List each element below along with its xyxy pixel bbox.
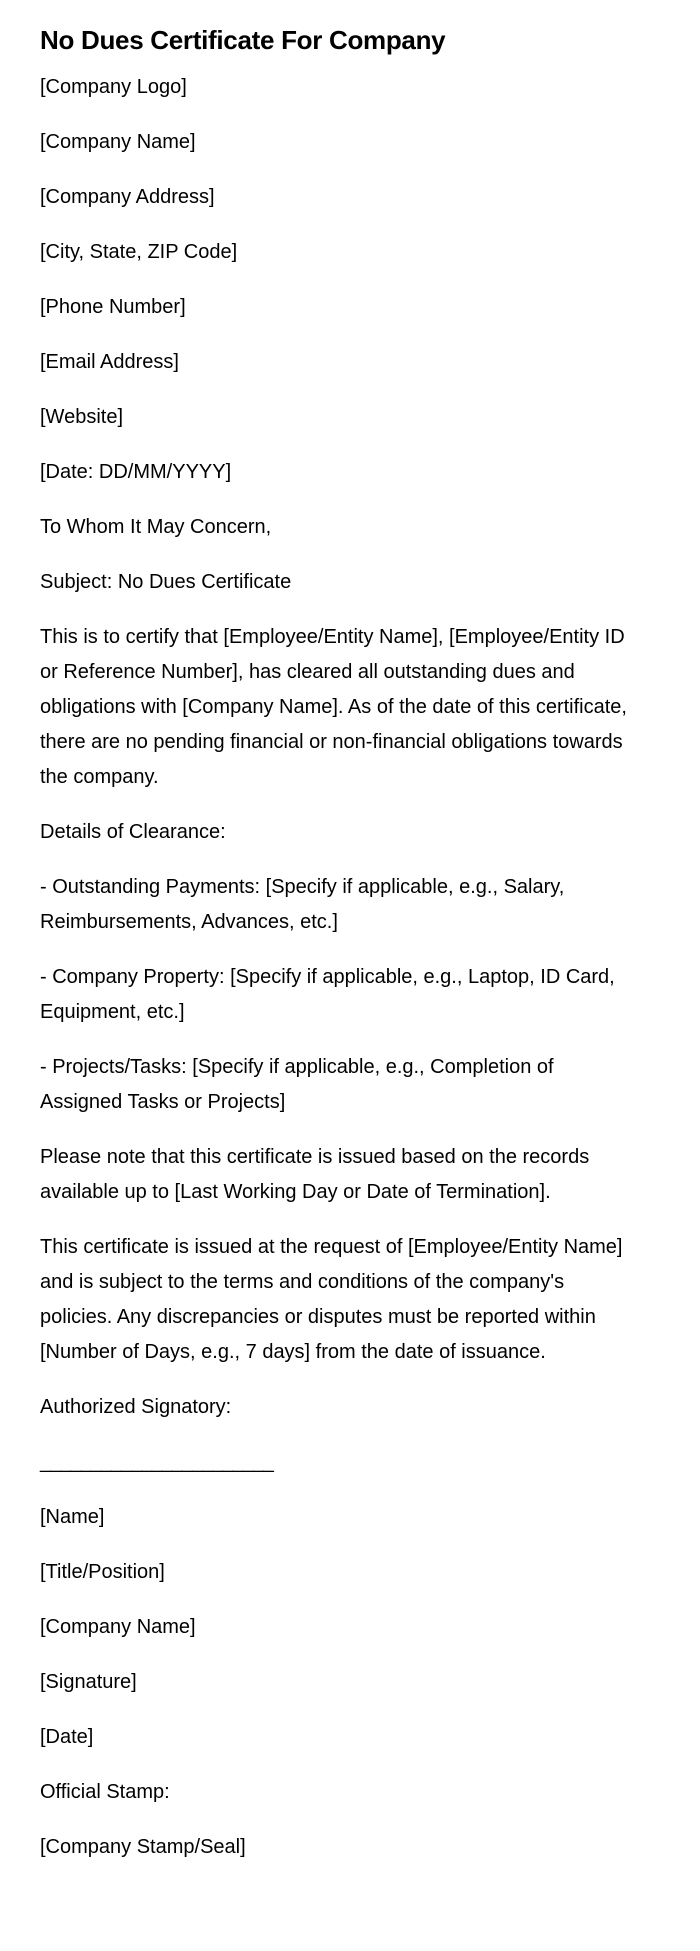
- stamp-placeholder: [Company Stamp/Seal]: [40, 1836, 246, 1858]
- signatory-name: [Name]: [40, 1506, 105, 1528]
- details-item-payments: - Outstanding Payments: [Specify if applicable, e.g., Salary, Reimbursements, Advances, etc.]: [40, 876, 565, 933]
- signature-line: _______________________: [40, 1451, 273, 1473]
- signatory-company: [Company Name]: [40, 1616, 196, 1638]
- signatory-signature: [Signature]: [40, 1671, 137, 1693]
- document-title: No Dues Certificate For Company: [40, 25, 446, 55]
- company-logo-placeholder: [Company Logo]: [40, 76, 187, 98]
- signatory-date: [Date]: [40, 1726, 94, 1748]
- email-address-line: [Email Address]: [40, 351, 179, 373]
- stamp-label: Official Stamp:: [40, 1781, 170, 1803]
- signatory-label: Authorized Signatory:: [40, 1396, 232, 1418]
- details-item-projects: - Projects/Tasks: [Specify if applicable, e.g., Completion of Assigned Tasks or Projects]: [40, 1056, 554, 1113]
- certification-paragraph: This is to certify that [Employee/Entity Name], [Employee/Entity ID or Reference Number], has cleared all outstanding dues and obligations with [Company Name]. As of the date of this certificate, there are no pending financial or non-financial obligations towards the company.: [40, 626, 627, 788]
- city-state-zip-line: [City, State, ZIP Code]: [40, 241, 238, 263]
- records-note-paragraph: Please note that this certificate is issued based on the records available up to [Last Working Day or Date of Termination].: [40, 1146, 590, 1203]
- details-heading: Details of Clearance:: [40, 821, 226, 843]
- company-address-line: [Company Address]: [40, 186, 215, 208]
- date-line: [Date: DD/MM/YYYY]: [40, 461, 232, 483]
- terms-paragraph: This certificate is issued at the request of [Employee/Entity Name] and is subject to the terms and conditions of the company's policies. Any discrepancies or disputes must be reported within [Number of Days, e.g., 7 days] from the date of issuance.: [40, 1236, 623, 1363]
- signatory-title: [Title/Position]: [40, 1561, 165, 1583]
- details-item-property: - Company Property: [Specify if applicable, e.g., Laptop, ID Card, Equipment, etc.]: [40, 966, 615, 1023]
- subject-line: Subject: No Dues Certificate: [40, 571, 292, 593]
- company-name-line: [Company Name]: [40, 131, 196, 153]
- phone-number-line: [Phone Number]: [40, 296, 186, 318]
- website-line: [Website]: [40, 406, 123, 428]
- salutation: To Whom It May Concern,: [40, 516, 272, 538]
